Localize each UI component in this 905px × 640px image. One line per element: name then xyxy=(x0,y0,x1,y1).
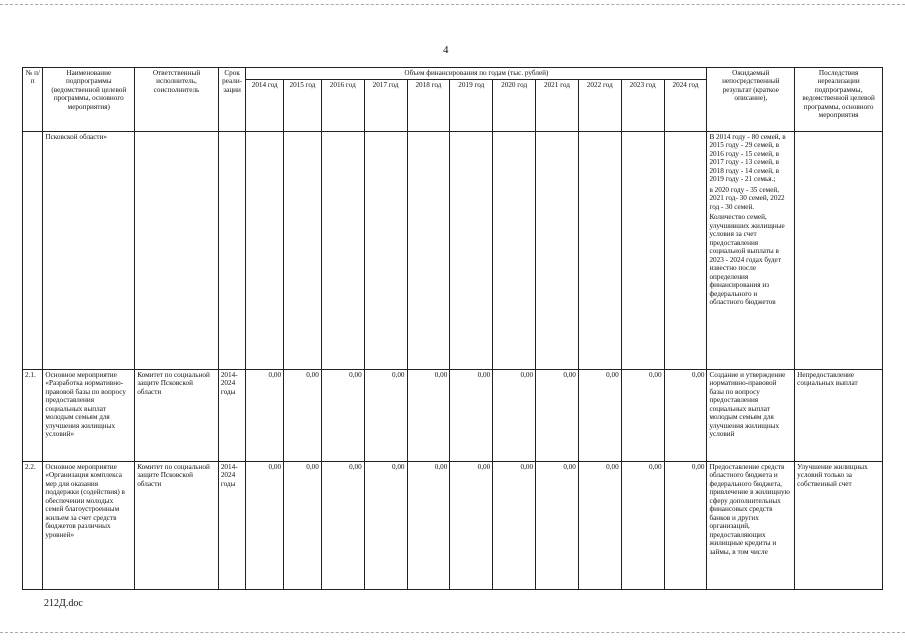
row-value: 0,00 xyxy=(664,370,707,462)
row-value xyxy=(364,132,407,370)
result-paragraph: в 2020 году - 35 семей, 2021 год- 30 семей, 2022 год - 30 семей. xyxy=(709,185,785,211)
row-value: 0,00 xyxy=(284,462,322,590)
row-value: 0,00 xyxy=(621,462,664,590)
scan-top-border xyxy=(0,4,905,5)
row-value: 0,00 xyxy=(321,462,364,590)
header-year: 2020 год xyxy=(493,80,536,132)
header-year: 2022 год xyxy=(578,80,621,132)
row-result xyxy=(707,462,795,590)
page-number: 4 xyxy=(443,44,449,56)
row-value: 0,00 xyxy=(321,370,364,462)
table-row xyxy=(23,132,883,370)
header-num: № п/п xyxy=(23,68,43,132)
row-value xyxy=(284,132,322,370)
header-term: Срок реали- зации xyxy=(218,68,246,132)
header-year: 2015 год xyxy=(284,80,322,132)
row-value: 0,00 xyxy=(284,370,322,462)
row-num: 2.1. xyxy=(23,370,43,462)
header-year: 2018 год xyxy=(407,80,450,132)
row-executor xyxy=(135,132,219,370)
row-name: Псковской области» xyxy=(43,132,135,370)
result-paragraph: Количество семей, улучшивших жилищные условия за счет предоставления социальной выплаты в 2023 - 2024 годах будет известно после определения финансирования из федерального и областного бюджетов xyxy=(709,213,785,307)
row-value: 0,00 xyxy=(450,462,493,590)
header-year: 2023 год xyxy=(621,80,664,132)
row-value: 0,00 xyxy=(407,462,450,590)
row-value xyxy=(246,132,284,370)
footer-filename: 212Д.doc xyxy=(44,598,83,609)
result-paragraph: В 2014 году - 80 семей, в 2015 году - 29 семей, в 2016 году - 15 семей, в 2017 году - 13 семей, в 2018 году - 14 семей, в 2019 году - 21 семья.; xyxy=(709,133,786,184)
row-value xyxy=(493,132,536,370)
table-row xyxy=(23,370,883,462)
row-value: 0,00 xyxy=(450,370,493,462)
header-consequences: Последствия нереализации подпрограммы, ведомственной целевой программы, основного мероприятия xyxy=(795,68,883,132)
header-year: 2019 год xyxy=(450,80,493,132)
row-name: Основное мероприятие «Разработка нормативно-правовой базы по вопросу предоставления социальных выплат молодым семьям для улучшения жилищных условий» xyxy=(43,370,135,462)
row-value xyxy=(621,132,664,370)
header-executor: Ответственный исполнитель, соисполнитель xyxy=(135,68,219,132)
row-value xyxy=(450,132,493,370)
table-row xyxy=(23,462,883,590)
header-year: 2016 год xyxy=(321,80,364,132)
header-result: Ожидаемый непосредственный результат (краткое описание), xyxy=(707,68,795,132)
row-value: 0,00 xyxy=(246,370,284,462)
row-num xyxy=(23,132,43,370)
row-value: 0,00 xyxy=(578,462,621,590)
program-table xyxy=(22,67,883,590)
row-value xyxy=(407,132,450,370)
result-paragraph: Предоставление средств областного бюджета и федерального бюджета, привлечение в жилищную сферу дополнительных финансовых средств банков и других организаций, предоставляющих жилищные кредиты и займы, в том числе xyxy=(709,463,790,556)
row-value: 0,00 xyxy=(664,462,707,590)
row-executor: Комитет по социальной защите Псковской области xyxy=(135,370,219,462)
row-value xyxy=(536,132,579,370)
row-value: 0,00 xyxy=(493,370,536,462)
scan-bottom-border xyxy=(0,632,905,633)
row-value: 0,00 xyxy=(536,370,579,462)
row-value: 0,00 xyxy=(493,462,536,590)
row-value: 0,00 xyxy=(621,370,664,462)
row-value: 0,00 xyxy=(407,370,450,462)
header-year: 2017 год xyxy=(364,80,407,132)
header-name: Наименование подпрограммы (ведомственной целевой программы, основного мероприятия) xyxy=(43,68,135,132)
row-value: 0,00 xyxy=(246,462,284,590)
header-year: 2021 год xyxy=(536,80,579,132)
row-value xyxy=(664,132,707,370)
row-consequences xyxy=(795,132,883,370)
row-name: Основное мероприятие «Организация комплекса мер для оказания поддержки (содействия) в обеспечении молодых семей благоустроенным жильем за счет средств бюджетов различных уровней» xyxy=(43,462,135,590)
row-value xyxy=(321,132,364,370)
row-executor: Комитет по социальной защите Псковской области xyxy=(135,462,219,590)
row-term: 2014- 2024 годы xyxy=(218,462,246,590)
row-value: 0,00 xyxy=(536,462,579,590)
row-value: 0,00 xyxy=(364,462,407,590)
row-consequences: Улучшение жилищных условий только за собственный счет xyxy=(795,462,883,590)
row-value: 0,00 xyxy=(364,370,407,462)
header-year: 2014 год xyxy=(246,80,284,132)
row-value xyxy=(578,132,621,370)
row-term: 2014- 2024 годы xyxy=(218,370,246,462)
header-funding: Объем финансирования по годам (тыс. рублей) xyxy=(246,68,707,80)
result-paragraph: Создание и утверждение нормативно-правовой базы по вопросу предоставления социальных выплат молодым семьям для улучшения жилищных условий xyxy=(709,371,786,439)
row-result xyxy=(707,132,795,370)
row-consequences: Непредоставление социальных выплат xyxy=(795,370,883,462)
row-value: 0,00 xyxy=(578,370,621,462)
header-year: 2024 год xyxy=(664,80,707,132)
row-term xyxy=(218,132,246,370)
row-result xyxy=(707,370,795,462)
row-num: 2.2. xyxy=(23,462,43,590)
